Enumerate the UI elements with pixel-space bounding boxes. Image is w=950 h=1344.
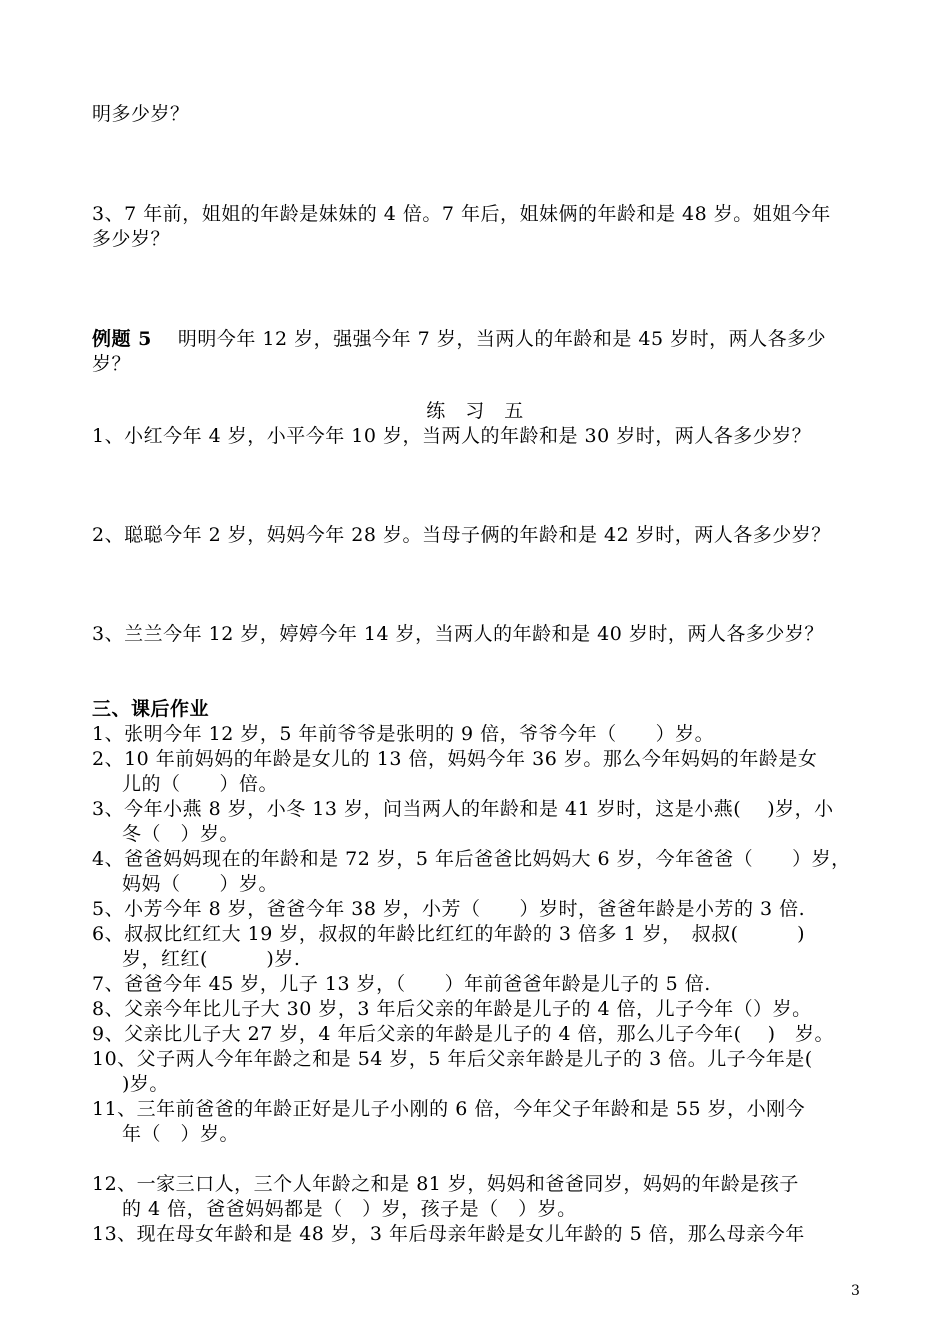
- homework-line: 8、父亲今年比儿子大 30 岁，3 年后父亲的年龄是儿子的 4 倍，儿子今年（）岁。: [92, 998, 812, 1020]
- homework-line: 10、父子两人今年年龄之和是 54 岁，5 年后父亲年龄是儿子的 3 倍。儿子今年是(: [92, 1048, 813, 1070]
- practice-5-item-3: 3、兰兰今年 12 岁，婷婷今年 14 岁，当两人的年龄和是 40 岁时，两人各多少岁？: [92, 623, 824, 645]
- homework-line: 7、爸爸今年 45 岁，儿子 13 岁，（ ）年前爸爸年龄是儿子的 5 倍.: [92, 973, 711, 995]
- example-5-line-1: [92, 327, 826, 352]
- homework-line: 3、今年小燕 8 岁，小冬 13 岁，问当两人的年龄和是 41 岁时，这是小燕( )岁，小: [92, 798, 834, 820]
- homework-line: 9、父亲比儿子大 27 岁，4 年后父亲的年龄是儿子的 4 倍，那么儿子今年( ) 岁。: [92, 1023, 835, 1045]
- practice-5-item-2: 2、聪聪今年 2 岁，妈妈今年 28 岁。当母子俩的年龄和是 42 岁时，两人各多少岁？: [92, 524, 831, 546]
- homework-line: 12、一家三口人，三个人年龄之和是 81 岁，妈妈和爸爸同岁，妈妈的年龄是孩子: [92, 1173, 799, 1195]
- homework-line: 13、现在母女年龄和是 48 岁，3 年后母亲年龄是女儿年龄的 5 倍，那么母亲今年: [92, 1223, 805, 1245]
- homework-line: 年（ ）岁。: [122, 1123, 240, 1145]
- homework-line: 6、叔叔比红红大 19 岁，叔叔的年龄比红红的年龄的 3 倍多 1 岁， 叔叔( ): [92, 923, 806, 945]
- continuation-text: 明多少岁？: [92, 103, 190, 125]
- homework-line: 的 4 倍，爸爸妈妈都是（ ）岁，孩子是（ ）岁。: [122, 1198, 577, 1220]
- homework-line: 4、爸爸妈妈现在的年龄和是 72 岁，5 年后爸爸比妈妈大 6 岁，今年爸爸（ ）岁，: [92, 848, 851, 870]
- homework-line: 妈妈（ ）岁。: [122, 873, 279, 895]
- homework-line: 1、张明今年 12 岁，5 年前爷爷是张明的 9 倍，爷爷今年（ ）岁。: [92, 723, 715, 745]
- page-number: 3: [851, 1283, 860, 1299]
- homework-line: 11、三年前爸爸的年龄正好是儿子小刚的 6 倍，今年父子年龄和是 55 岁，小刚今: [92, 1098, 806, 1120]
- homework-title: 三、课后作业: [92, 698, 210, 720]
- homework-line: 5、小芳今年 8 岁，爸爸今年 38 岁，小芳（ ）岁时，爸爸年龄是小芳的 3 倍.: [92, 898, 806, 920]
- homework-line: 岁，红红( )岁.: [122, 948, 301, 970]
- question-3-line-1: 3、7 年前，姐姐的年龄是妹妹的 4 倍。7 年后，姐妹俩的年龄和是 48 岁。姐姐今年: [92, 203, 831, 225]
- homework-line: 冬（ ）岁。: [122, 823, 240, 845]
- example-5-label: 例题 5: [92, 328, 152, 350]
- homework-line: )岁。: [122, 1073, 169, 1095]
- practice-5-title: 练 习 五: [426, 400, 524, 422]
- practice-5-item-1: 1、小红今年 4 岁，小平今年 10 岁，当两人的年龄和是 30 岁时，两人各多少岁？: [92, 425, 812, 447]
- homework-line: 2、10 年前妈妈的年龄是女儿的 13 倍，妈妈今年 36 岁。那么今年妈妈的年龄是女: [92, 748, 818, 770]
- homework-line: 儿的（ ）倍。: [122, 773, 279, 795]
- question-3-line-2: 多少岁？: [92, 228, 171, 250]
- example-5-line-2: 岁？: [92, 353, 132, 375]
- example-5-text: 明明今年 12 岁，强强今年 7 岁，当两人的年龄和是 45 岁时，两人各多少: [177, 328, 827, 350]
